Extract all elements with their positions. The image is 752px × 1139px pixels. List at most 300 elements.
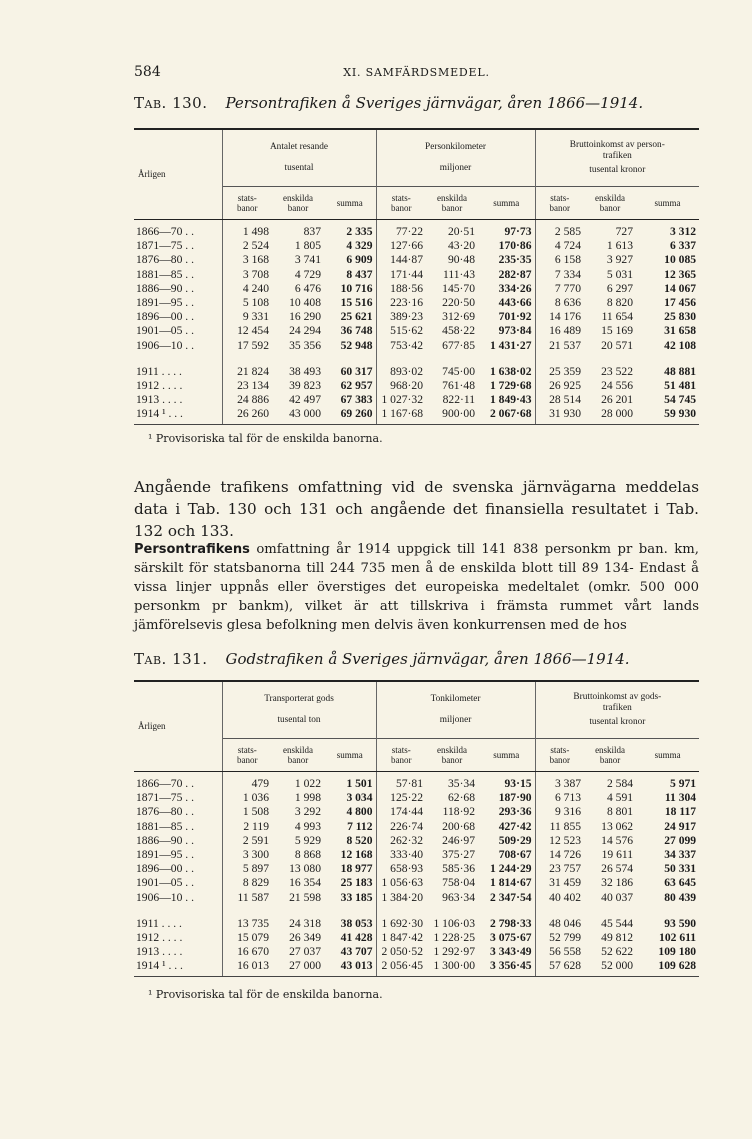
table-cell: 38 493 [289, 364, 321, 378]
subcolumn-header: enskilda banor [584, 187, 636, 220]
group-header-title: Antalet resande [269, 142, 329, 153]
table-cell: 27 099 [664, 833, 697, 847]
spacer-cell [535, 353, 584, 365]
table-cell: 223·16 [376, 296, 426, 310]
table-cell: 10 716 [340, 281, 373, 295]
table-cell: 23 134 [222, 379, 272, 393]
table-row [134, 931, 699, 945]
table-131-title: Godstrafiken å Sveriges järnvägar, åren 1866—1914. [225, 650, 630, 668]
table-cell: 3 343·49 [490, 945, 532, 959]
table-cell: 25 830 [664, 310, 697, 324]
table-cell: 188·56 [376, 282, 426, 296]
table-cell: 93 590 [664, 916, 697, 930]
row-period: 1896—00 . . [136, 862, 194, 876]
table-cell: 226·74 [376, 820, 426, 834]
row-period: 1913 . . . . [136, 393, 183, 407]
table-cell: 25 183 [340, 876, 373, 890]
table-cell: 5 897 [222, 862, 272, 876]
table-cell: 262·32 [376, 834, 426, 848]
spacer-cell [134, 905, 222, 917]
table-cell: 24 556 [601, 379, 634, 393]
table-cell: 220·50 [442, 296, 476, 310]
group-header-unit: miljoner [439, 163, 472, 173]
table-cell: 109 180 [658, 945, 697, 959]
table-cell: 48 046 [535, 917, 584, 931]
table-cell: 17 592 [222, 339, 272, 353]
table-cell: 1 244·29 [490, 862, 532, 876]
table-cell: 51 481 [664, 379, 697, 393]
table-cell: 23 522 [601, 364, 634, 378]
table-130-footnote: ¹ Provisoriska tal för de enskilda banorna. [148, 432, 383, 445]
table-cell: 8 520 [346, 833, 373, 847]
table-cell: 26 574 [601, 862, 634, 876]
spacer-cell [636, 905, 699, 917]
table-cell: 312·69 [442, 310, 476, 324]
table-cell: 2 056·45 [376, 959, 426, 976]
table-cell: 26 260 [222, 407, 272, 424]
table-cell: 127·66 [376, 239, 426, 253]
table-cell: 3 168 [222, 253, 272, 267]
table-cell: 15 516 [340, 296, 373, 310]
table-cell: 1 022 [294, 777, 321, 790]
table-cell: 14 176 [535, 310, 584, 324]
table-130 [134, 128, 699, 425]
table-row [134, 862, 699, 876]
table-cell: 2 050·52 [376, 945, 426, 959]
subcolumn-header: stats- banor [376, 739, 426, 772]
group-header-unit: tusental [284, 163, 314, 173]
subcolumn-header: stats- banor [222, 739, 272, 772]
table-cell: 5 031 [606, 267, 634, 281]
table-cell: 33 185 [340, 890, 373, 904]
table-cell: 42 108 [664, 338, 697, 352]
intro-paragraph: Angående trafikens omfattning vid de svenska järnvägarna meddelas data i Tab. 130 och 131 och angående det finansiella resultatet i Tab. 132 och 133. [134, 478, 699, 540]
table-cell: 14 726 [535, 848, 584, 862]
table-cell: 8 820 [606, 296, 634, 310]
table-cell: 31 930 [535, 407, 584, 424]
table-cell: 334·26 [498, 281, 532, 295]
table-row [134, 365, 699, 379]
table-cell: 4 800 [346, 805, 373, 819]
subcolumn-header: summa [478, 739, 535, 772]
table-cell: 54 745 [664, 393, 697, 407]
table-row [134, 407, 699, 424]
table-cell: 5 971 [670, 777, 697, 790]
row-period: 1911 . . . . [136, 916, 182, 930]
subcolumn-header: summa [636, 187, 699, 220]
table-cell: 62 957 [340, 379, 373, 393]
table-cell: 333·40 [376, 848, 426, 862]
table-cell: 9 331 [222, 310, 272, 324]
table-cell: 8 801 [606, 805, 634, 819]
table-cell: 16 354 [289, 876, 321, 890]
table-cell: 12 365 [664, 267, 697, 281]
spacer-cell [584, 905, 636, 917]
spacer-cell [636, 353, 699, 365]
spacer-cell [324, 905, 376, 917]
table-cell: 822·11 [442, 393, 476, 407]
table-cell: 11 587 [222, 891, 272, 905]
table-cell: 28 000 [584, 407, 636, 424]
table-130-title: Persontrafiken å Sveriges järnvägar, åren 1866—1914. [225, 94, 644, 112]
table-cell: 20 571 [601, 338, 634, 352]
table-cell: 677·85 [442, 338, 476, 352]
table-cell: 67 383 [340, 393, 373, 407]
row-period: 1871—75 . . [136, 239, 194, 253]
table-cell: 16 013 [222, 959, 272, 976]
table-cell: 6 476 [294, 281, 321, 295]
spacer-cell [222, 353, 272, 365]
table-131-caption [134, 650, 630, 668]
group-header-title: Transporterat gods [264, 694, 334, 705]
table-cell: 12 168 [340, 848, 373, 862]
table-cell: 14 067 [664, 281, 697, 295]
table-row [134, 805, 699, 819]
table-cell: 63 645 [664, 876, 697, 890]
table-cell: 2 584 [606, 777, 634, 790]
table-cell: 375·27 [442, 848, 476, 862]
table-cell: 20·51 [447, 225, 476, 238]
table-cell: 3 300 [222, 848, 272, 862]
table-cell: 52 622 [601, 945, 634, 959]
table-row [134, 891, 699, 905]
row-period: 1914 ¹ . . . [134, 959, 222, 976]
table-cell: 45 544 [601, 916, 634, 930]
table-cell: 102 611 [659, 931, 697, 945]
table-cell: 761·48 [442, 379, 476, 393]
group-header-title: Personkilometer [425, 142, 486, 153]
subcolumn-header: stats- banor [535, 187, 584, 220]
group-header-title: Tonkilometer [430, 694, 481, 705]
row-period: 1906—10 . . [136, 338, 194, 352]
table-cell: 1 106·03 [433, 916, 476, 930]
table-cell: 2 347·54 [490, 890, 532, 904]
table-cell: 9 316 [535, 805, 584, 819]
row-period: 1901—05 . . [136, 324, 194, 338]
table-cell: 4 591 [606, 791, 634, 805]
table-cell: 893·02 [376, 365, 426, 379]
table-cell: 1 729·68 [489, 379, 532, 393]
table-cell: 1 814·67 [490, 876, 532, 890]
group-header [535, 129, 699, 187]
spacer-cell [272, 353, 324, 365]
spacer-cell [272, 905, 324, 917]
table-cell: 43 000 [272, 407, 324, 424]
spacer-cell [324, 353, 376, 365]
table-cell: 15 079 [222, 931, 272, 945]
table-cell: 144·87 [376, 253, 426, 267]
table-row [134, 379, 699, 393]
table-cell: 10 085 [664, 253, 697, 267]
table-cell: 8 868 [294, 848, 321, 862]
table-cell: 458·22 [442, 324, 476, 338]
spacer-cell [535, 905, 584, 917]
table-cell: 42 497 [289, 393, 321, 407]
table-cell: 125·22 [376, 791, 426, 805]
table-cell: 16 670 [222, 945, 272, 959]
table-cell: 3 356·45 [478, 959, 535, 976]
table-cell: 19 611 [601, 848, 634, 862]
group-header-unit: tusental kronor [589, 717, 646, 728]
row-period: 1866—70 . . [136, 225, 194, 238]
table-cell: 52 948 [340, 338, 373, 352]
table-cell: 13 080 [289, 862, 321, 876]
table-cell: 1 501 [346, 777, 373, 790]
table-cell: 56 558 [535, 945, 584, 959]
table-row [134, 772, 699, 792]
table-cell: 1 027·32 [376, 393, 426, 407]
table-row [134, 820, 699, 834]
table-row [134, 282, 699, 296]
table-cell: 246·97 [442, 833, 476, 847]
table-cell: 2 591 [222, 834, 272, 848]
table-cell: 479 [222, 772, 272, 792]
table-cell: 727 [615, 225, 634, 238]
table-cell: 69 260 [324, 407, 376, 424]
row-period: 1891—95 . . [136, 296, 194, 310]
table-cell: 43 013 [324, 959, 376, 976]
table-cell: 18 977 [340, 862, 373, 876]
table-cell: 97·73 [504, 225, 532, 238]
table-cell: 12 523 [535, 834, 584, 848]
table-cell: 118·92 [442, 805, 476, 819]
table-cell: 32 186 [601, 876, 634, 890]
table-cell: 90·48 [447, 253, 476, 267]
table-cell: 389·23 [376, 310, 426, 324]
row-period: 1896—00 . . [136, 310, 194, 324]
table-cell: 38 053 [340, 916, 373, 930]
subcolumn-header: summa [324, 739, 376, 772]
table-cell: 77·22 [376, 220, 426, 240]
table-cell: 515·62 [376, 324, 426, 338]
spacer-cell [376, 353, 426, 365]
table-cell: 2 524 [222, 239, 272, 253]
table-row [134, 834, 699, 848]
table-cell: 3 075·67 [490, 931, 532, 945]
running-head [134, 64, 699, 82]
table-cell: 49 812 [601, 931, 634, 945]
table-cell: 24 917 [664, 819, 697, 833]
table-cell: 17 456 [664, 296, 697, 310]
table-cell: 7 112 [347, 819, 373, 833]
table-cell: 6 158 [535, 253, 584, 267]
row-period: 1912 . . . . [136, 379, 183, 393]
table-cell: 52 000 [584, 959, 636, 976]
table-cell: 4 240 [222, 282, 272, 296]
spacer-cell [584, 353, 636, 365]
table-cell: 1 056·63 [376, 876, 426, 890]
subcolumn-header: stats- banor [376, 187, 426, 220]
table-cell: 80 439 [664, 890, 697, 904]
table-cell: 93·15 [504, 777, 532, 790]
table-cell: 57 628 [535, 959, 584, 976]
table-row [134, 310, 699, 324]
spacer-cell [134, 353, 222, 365]
row-period: 1891—95 . . [136, 848, 194, 862]
table-cell: 701·92 [498, 310, 532, 324]
table-cell: 1 692·30 [376, 917, 426, 931]
table-cell: 3 387 [535, 772, 584, 792]
table-cell: 23 757 [535, 862, 584, 876]
row-spacer [134, 353, 699, 365]
table-row [134, 791, 699, 805]
table-cell: 60 317 [340, 364, 373, 378]
table-cell: 7 770 [535, 282, 584, 296]
group-header [535, 681, 699, 739]
table-cell: 1 498 [222, 220, 272, 240]
spacer-cell [426, 353, 478, 365]
table-cell: 1 638·02 [489, 364, 532, 378]
table-cell: 171·44 [376, 268, 426, 282]
table-cell: 1 998 [294, 791, 321, 805]
table-cell: 3 034 [346, 791, 373, 805]
table-cell: 4 329 [346, 239, 373, 253]
table-131 [134, 680, 699, 977]
table-cell: 34 337 [664, 848, 697, 862]
table-cell: 14 576 [601, 833, 634, 847]
table-cell: 50 331 [664, 862, 697, 876]
table-cell: 1 167·68 [376, 407, 426, 424]
table-cell: 12 454 [222, 324, 272, 338]
table-cell: 4 724 [535, 239, 584, 253]
table-cell: 900·00 [426, 407, 478, 424]
table-cell: 15 169 [601, 324, 634, 338]
table-cell: 62·68 [447, 791, 476, 805]
group-header [222, 129, 376, 187]
table-cell: 293·36 [498, 805, 532, 819]
table-cell: 973·84 [498, 324, 532, 338]
row-period: 1886—90 . . [136, 281, 194, 295]
table-cell: 109 628 [636, 959, 699, 976]
table-row [134, 848, 699, 862]
table-cell: 18 117 [664, 805, 697, 819]
row-period: 1881—85 . . [136, 267, 194, 281]
table-cell: 145·70 [442, 281, 476, 295]
table-cell: 7 334 [535, 268, 584, 282]
row-period: 1901—05 . . [136, 876, 194, 890]
row-period: 1881—85 . . [136, 819, 194, 833]
table-row [134, 268, 699, 282]
year-column-header: Årligen [134, 681, 222, 772]
table-row [134, 324, 699, 338]
table-cell: 6 337 [669, 239, 697, 253]
table-cell: 1 228·25 [433, 931, 476, 945]
table-cell: 5 929 [294, 833, 321, 847]
table-cell: 1 805 [294, 239, 321, 253]
table-cell: 1 300·00 [426, 959, 478, 976]
table-cell: 2 335 [346, 225, 373, 238]
subcolumn-header: summa [324, 187, 376, 220]
table-cell: 3 292 [294, 805, 321, 819]
table-cell: 43 707 [340, 945, 373, 959]
table-cell: 28 514 [535, 393, 584, 407]
row-period: 1876—80 . . [136, 253, 194, 267]
table-cell: 8 437 [346, 267, 373, 281]
persontrafik-paragraph [134, 540, 699, 635]
row-period: 1876—80 . . [136, 805, 194, 819]
table-cell: 39 823 [289, 379, 321, 393]
table-cell: 11 304 [664, 791, 697, 805]
table-row [134, 917, 699, 931]
table-cell: 52 799 [535, 931, 584, 945]
table-cell: 24 318 [289, 916, 321, 930]
table-cell: 21 537 [535, 339, 584, 353]
paragraph-lead-word: Persontrafikens [134, 542, 250, 557]
row-period: 1866—70 . . [136, 777, 194, 790]
table-cell: 16 290 [289, 310, 321, 324]
table-cell: 35 356 [289, 338, 321, 352]
table-cell: 27 000 [272, 959, 324, 976]
table-cell: 1 292·97 [433, 945, 476, 959]
table-cell: 3 312 [669, 225, 697, 238]
table-row [134, 253, 699, 267]
group-header-unit: miljoner [439, 715, 472, 725]
table-cell: 3 708 [222, 268, 272, 282]
table-cell: 4 729 [294, 267, 321, 281]
table-131-footnote: ¹ Provisoriska tal för de enskilda banorna. [148, 988, 383, 1001]
table-cell: 59 930 [636, 407, 699, 424]
subcolumn-header: enskilda banor [272, 739, 324, 772]
spacer-cell [376, 905, 426, 917]
table-cell: 585·36 [442, 862, 476, 876]
table-cell: 48 881 [664, 364, 697, 378]
table-cell: 2 798·33 [490, 916, 532, 930]
table-cell: 745·00 [442, 364, 476, 378]
spacer-cell [478, 353, 535, 365]
table-cell: 1 849·43 [489, 393, 532, 407]
subcolumn-header: enskilda banor [426, 187, 478, 220]
table-cell: 24 294 [289, 324, 321, 338]
row-period: 1911 . . . . [136, 364, 182, 378]
table-cell: 6 909 [346, 253, 373, 267]
table-cell: 2 585 [535, 220, 584, 240]
table-cell: 5 108 [222, 296, 272, 310]
section-title: XI. SAMFÄRDSMEDEL. [343, 66, 490, 79]
table-cell: 427·42 [498, 819, 532, 833]
table-cell: 36 748 [340, 324, 373, 338]
row-period: 1913 . . . . [136, 945, 183, 959]
table-cell: 8 636 [535, 296, 584, 310]
table-cell: 40 037 [601, 890, 634, 904]
table-cell: 26 925 [535, 379, 584, 393]
table-130-caption [134, 94, 643, 112]
table-cell: 174·44 [376, 805, 426, 819]
table-cell: 13 062 [601, 819, 634, 833]
row-period: 1912 . . . . [136, 931, 183, 945]
table-cell: 1 036 [222, 791, 272, 805]
table-cell: 1 847·42 [376, 931, 426, 945]
table-cell: 235·35 [498, 253, 532, 267]
table-row [134, 220, 699, 240]
table-cell: 1 384·20 [376, 891, 426, 905]
row-period: 1886—90 . . [136, 833, 194, 847]
table-cell: 837 [303, 225, 321, 238]
table-cell: 57·81 [376, 772, 426, 792]
table-row [134, 296, 699, 310]
table-cell: 41 428 [340, 931, 373, 945]
subcolumn-header: stats- banor [535, 739, 584, 772]
table-cell: 1 508 [222, 805, 272, 819]
table-cell: 27 037 [289, 945, 321, 959]
table-cell: 31 658 [664, 324, 697, 338]
table-row [134, 339, 699, 353]
table-cell: 26 349 [289, 931, 321, 945]
table-row [134, 239, 699, 253]
paragraph-text: omfattning år 1914 uppgick till 141 838 personkm pr ban. km, särskilt för statsbanorna till 244 735 men å de enskilda blott till 89 134- Endast å vissa linjer uppnås eller överstiges det europeiska medeltalet (omkr. 500 000 personkm pr bankm), vilket är att tillskriva i främsta rummet vårt lands jämförelsevis glesa befolkning men delvis även konkurrensen med de hos [134, 542, 699, 633]
subcolumn-header: summa [478, 187, 535, 220]
table-cell: 43·20 [447, 239, 476, 253]
group-header [376, 681, 535, 739]
